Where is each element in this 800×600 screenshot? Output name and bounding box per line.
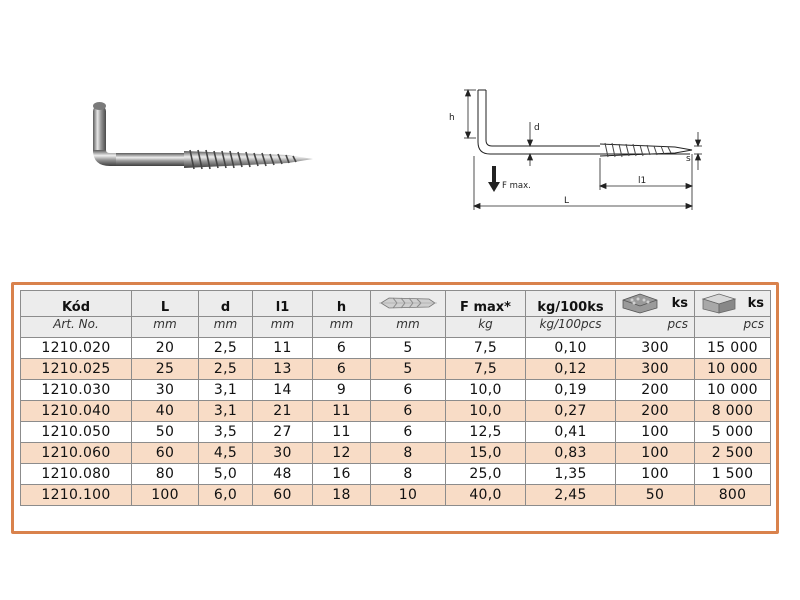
cell-h: 6 — [313, 359, 371, 380]
cell-l1: 21 — [253, 401, 313, 422]
cell-ks1: 300 — [616, 338, 695, 359]
cell-L: 40 — [132, 401, 199, 422]
header-ks1-label: ks — [671, 295, 688, 311]
subheader-ks1-label: pcs — [667, 317, 688, 331]
header-ks2 — [695, 291, 771, 317]
table-row — [21, 485, 771, 506]
cell-kg100: 0,27 — [526, 401, 616, 422]
cell-h: 12 — [313, 443, 371, 464]
cell-h: 11 — [313, 422, 371, 443]
spec-table-frame — [11, 282, 779, 534]
cell-ks2: 10 000 — [695, 359, 771, 380]
subheader-anchor: mm — [371, 317, 446, 338]
cell-L: 20 — [132, 338, 199, 359]
header-d: d — [199, 291, 253, 317]
subheader-kg100: kg/100pcs — [526, 317, 616, 338]
cell-L: 30 — [132, 380, 199, 401]
cell-L: 60 — [132, 443, 199, 464]
cell-ks2: 5 000 — [695, 422, 771, 443]
header-anchor — [371, 291, 446, 317]
cell-anchor: 5 — [371, 359, 446, 380]
cell-h: 11 — [313, 401, 371, 422]
cell-anchor: 8 — [371, 464, 446, 485]
subheader-ks2 — [695, 317, 771, 338]
cell-l1: 13 — [253, 359, 313, 380]
cell-kg100: 0,83 — [526, 443, 616, 464]
cell-fmax: 15,0 — [446, 443, 526, 464]
subheader-ks2-label: pcs — [743, 317, 764, 331]
cell-code: 1210.060 — [21, 443, 132, 464]
cell-d: 4,5 — [199, 443, 253, 464]
label-l1: l1 — [638, 176, 647, 186]
cell-fmax: 7,5 — [446, 359, 526, 380]
cell-l1: 60 — [253, 485, 313, 506]
cell-ks1: 50 — [616, 485, 695, 506]
label-s: s — [686, 154, 691, 164]
cell-ks1: 100 — [616, 464, 695, 485]
cell-h: 18 — [313, 485, 371, 506]
cell-ks1: 100 — [616, 443, 695, 464]
cell-fmax: 12,5 — [446, 422, 526, 443]
header-l1: l1 — [253, 291, 313, 317]
header-h: h — [313, 291, 371, 317]
cell-d: 6,0 — [199, 485, 253, 506]
cell-d: 5,0 — [199, 464, 253, 485]
cell-h: 9 — [313, 380, 371, 401]
table-row — [21, 380, 771, 401]
cell-h: 16 — [313, 464, 371, 485]
header-ks2-label: ks — [747, 295, 764, 311]
cell-anchor: 5 — [371, 338, 446, 359]
cell-L: 50 — [132, 422, 199, 443]
cell-ks2: 1 500 — [695, 464, 771, 485]
cell-code: 1210.025 — [21, 359, 132, 380]
spec-table — [20, 290, 771, 506]
cell-anchor: 8 — [371, 443, 446, 464]
header-ks1 — [616, 291, 695, 317]
cell-ks2: 8 000 — [695, 401, 771, 422]
cell-code: 1210.100 — [21, 485, 132, 506]
cell-ks2: 800 — [695, 485, 771, 506]
cell-fmax: 25,0 — [446, 464, 526, 485]
wall-plug-icon — [377, 294, 439, 312]
cell-ks2: 2 500 — [695, 443, 771, 464]
header-kg100: kg/100ks — [526, 291, 616, 317]
cell-code: 1210.020 — [21, 338, 132, 359]
subheader-l1: mm — [253, 317, 313, 338]
cell-fmax: 7,5 — [446, 338, 526, 359]
table-row — [21, 359, 771, 380]
cell-fmax: 40,0 — [446, 485, 526, 506]
subheader-ks1 — [616, 317, 695, 338]
table-row — [21, 443, 771, 464]
cell-ks1: 200 — [616, 401, 695, 422]
cell-ks1: 300 — [616, 359, 695, 380]
cell-fmax: 10,0 — [446, 380, 526, 401]
cell-l1: 27 — [253, 422, 313, 443]
cell-kg100: 0,12 — [526, 359, 616, 380]
cell-ks1: 100 — [616, 422, 695, 443]
cell-anchor: 6 — [371, 401, 446, 422]
cell-kg100: 2,45 — [526, 485, 616, 506]
cell-L: 80 — [132, 464, 199, 485]
cell-anchor: 10 — [371, 485, 446, 506]
cell-code: 1210.040 — [21, 401, 132, 422]
cell-d: 3,1 — [199, 380, 253, 401]
cell-code: 1210.050 — [21, 422, 132, 443]
cell-d: 3,1 — [199, 401, 253, 422]
cell-L: 25 — [132, 359, 199, 380]
cell-code: 1210.080 — [21, 464, 132, 485]
cell-ks2: 15 000 — [695, 338, 771, 359]
cell-d: 3,5 — [199, 422, 253, 443]
subheader-d: mm — [199, 317, 253, 338]
cell-ks1: 200 — [616, 380, 695, 401]
cell-anchor: 6 — [371, 380, 446, 401]
subheader-h: mm — [313, 317, 371, 338]
table-row — [21, 422, 771, 443]
header-kod: Kód — [21, 291, 132, 317]
cell-l1: 30 — [253, 443, 313, 464]
subheader-kod: Art. No. — [21, 317, 132, 338]
cell-kg100: 0,10 — [526, 338, 616, 359]
label-L: L — [564, 196, 570, 206]
subheader-fmax: kg — [446, 317, 526, 338]
table-row — [21, 401, 771, 422]
cell-L: 100 — [132, 485, 199, 506]
carton-box-icon — [699, 292, 739, 314]
screw-hook-photo — [88, 92, 328, 192]
cell-h: 6 — [313, 338, 371, 359]
label-d: d — [534, 123, 540, 133]
subheader-L: mm — [132, 317, 199, 338]
header-L: L — [132, 291, 199, 317]
label-h: h — [449, 113, 455, 123]
cell-d: 2,5 — [199, 338, 253, 359]
cell-ks2: 10 000 — [695, 380, 771, 401]
cell-l1: 14 — [253, 380, 313, 401]
cell-l1: 11 — [253, 338, 313, 359]
table-row — [21, 338, 771, 359]
label-fmax: F max. — [502, 181, 531, 191]
cell-kg100: 1,35 — [526, 464, 616, 485]
cell-kg100: 0,41 — [526, 422, 616, 443]
small-box-icon — [620, 292, 660, 314]
table-row — [21, 464, 771, 485]
cell-d: 2,5 — [199, 359, 253, 380]
cell-fmax: 10,0 — [446, 401, 526, 422]
cell-kg100: 0,19 — [526, 380, 616, 401]
header-fmax: F max* — [446, 291, 526, 317]
cell-l1: 48 — [253, 464, 313, 485]
cell-anchor: 6 — [371, 422, 446, 443]
dimension-drawing — [440, 82, 710, 217]
cell-code: 1210.030 — [21, 380, 132, 401]
